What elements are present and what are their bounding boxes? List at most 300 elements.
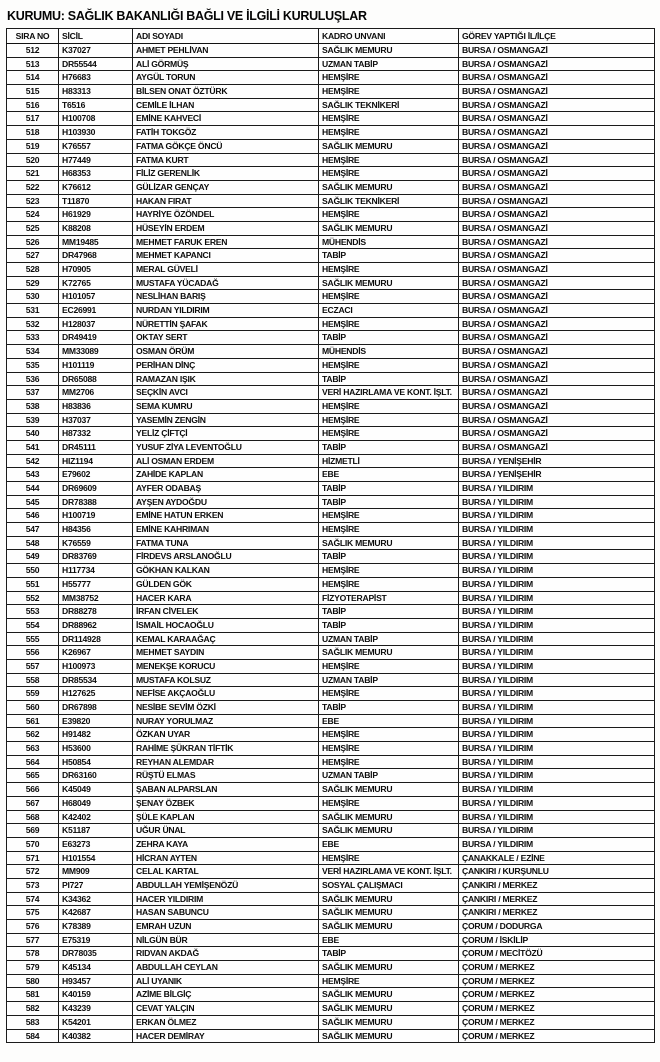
cell-gorev-il-ilce: BURSA / YILDIRIM — [459, 536, 655, 550]
cell-sicil: DR114928 — [59, 632, 133, 646]
cell-kadro-unvani: SAĞLIK MEMURU — [319, 276, 459, 290]
cell-kadro-unvani: TABİP — [319, 947, 459, 961]
cell-sicil: K34362 — [59, 892, 133, 906]
cell-adi-soyadi: AYFER ODABAŞ — [133, 482, 319, 496]
table-row — [7, 591, 655, 605]
cell-adi-soyadi: HİCRAN AYTEN — [133, 851, 319, 865]
cell-sicil: H128037 — [59, 317, 133, 331]
cell-adi-soyadi: ALİ OSMAN ERDEM — [133, 454, 319, 468]
cell-sira-no: 561 — [7, 714, 59, 728]
table-row — [7, 345, 655, 359]
table-row — [7, 646, 655, 660]
cell-kadro-unvani: SAĞLIK MEMURU — [319, 906, 459, 920]
cell-sicil: E63273 — [59, 837, 133, 851]
cell-gorev-il-ilce: BURSA / OSMANGAZİ — [459, 57, 655, 71]
column-header-gorev-il-ilce: GÖREV YAPTIĞI İL/İLÇE — [459, 29, 655, 44]
cell-kadro-unvani: HEMŞİRE — [319, 509, 459, 523]
cell-gorev-il-ilce: ÇORUM / MERKEZ — [459, 1029, 655, 1043]
table-row — [7, 755, 655, 769]
column-header-sira-no: SIRA NO — [7, 29, 59, 44]
cell-adi-soyadi: HACER YILDIRIM — [133, 892, 319, 906]
cell-gorev-il-ilce: BURSA / YILDIRIM — [459, 509, 655, 523]
cell-adi-soyadi: YELİZ ÇİFTÇİ — [133, 427, 319, 441]
table-row — [7, 605, 655, 619]
table-row — [7, 988, 655, 1002]
cell-kadro-unvani: HEMŞİRE — [319, 742, 459, 756]
cell-sira-no: 579 — [7, 961, 59, 975]
cell-kadro-unvani: HEMŞİRE — [319, 112, 459, 126]
cell-gorev-il-ilce: BURSA / OSMANGAZİ — [459, 372, 655, 386]
cell-sicil: H83313 — [59, 85, 133, 99]
table-row — [7, 673, 655, 687]
cell-kadro-unvani: SAĞLIK MEMURU — [319, 988, 459, 1002]
table-row — [7, 659, 655, 673]
cell-sicil: DR47968 — [59, 249, 133, 263]
cell-adi-soyadi: ABDULLAH YEMİŞENÖZÜ — [133, 878, 319, 892]
cell-kadro-unvani: SAĞLIK MEMURU — [319, 180, 459, 194]
table-row — [7, 276, 655, 290]
cell-sicil: H101119 — [59, 358, 133, 372]
cell-sicil: H103930 — [59, 126, 133, 140]
cell-gorev-il-ilce: BURSA / YILDIRIM — [459, 577, 655, 591]
table-row — [7, 249, 655, 263]
table-row — [7, 153, 655, 167]
cell-adi-soyadi: NURDAN YILDIRIM — [133, 304, 319, 318]
cell-sicil: T11870 — [59, 194, 133, 208]
cell-adi-soyadi: HASAN SABUNCU — [133, 906, 319, 920]
cell-adi-soyadi: ÖZKAN UYAR — [133, 728, 319, 742]
table-row — [7, 126, 655, 140]
cell-kadro-unvani: HEMŞİRE — [319, 317, 459, 331]
cell-sira-no: 582 — [7, 1002, 59, 1016]
cell-sira-no: 537 — [7, 386, 59, 400]
cell-adi-soyadi: RAHİME ŞÜKRAN TİFTİK — [133, 742, 319, 756]
cell-gorev-il-ilce: BURSA / YILDIRIM — [459, 796, 655, 810]
cell-sira-no: 533 — [7, 331, 59, 345]
cell-sicil: DR67898 — [59, 701, 133, 715]
cell-gorev-il-ilce: BURSA / YILDIRIM — [459, 769, 655, 783]
cell-sira-no: 535 — [7, 358, 59, 372]
cell-sicil: H127625 — [59, 687, 133, 701]
cell-sira-no: 525 — [7, 221, 59, 235]
cell-gorev-il-ilce: ÇANKIRI / MERKEZ — [459, 892, 655, 906]
cell-adi-soyadi: MUSTAFA YÜCADAĞ — [133, 276, 319, 290]
cell-gorev-il-ilce: BURSA / YILDIRIM — [459, 837, 655, 851]
table-header-row — [7, 29, 655, 44]
cell-sira-no: 556 — [7, 646, 59, 660]
cell-sira-no: 518 — [7, 126, 59, 140]
cell-sicil: H84356 — [59, 523, 133, 537]
cell-adi-soyadi: CEMİLE İLHAN — [133, 98, 319, 112]
cell-gorev-il-ilce: BURSA / OSMANGAZİ — [459, 71, 655, 85]
cell-gorev-il-ilce: BURSA / OSMANGAZİ — [459, 358, 655, 372]
cell-adi-soyadi: GÜLİZAR GENÇAY — [133, 180, 319, 194]
cell-adi-soyadi: ZAHİDE KAPLAN — [133, 468, 319, 482]
cell-sicil: H101554 — [59, 851, 133, 865]
cell-adi-soyadi: SEÇKİN AVCI — [133, 386, 319, 400]
cell-kadro-unvani: SAĞLIK TEKNİKERİ — [319, 194, 459, 208]
cell-sicil: DR69609 — [59, 482, 133, 496]
cell-sira-no: 534 — [7, 345, 59, 359]
cell-kadro-unvani: TABİP — [319, 550, 459, 564]
cell-adi-soyadi: RIDVAN AKDAĞ — [133, 947, 319, 961]
cell-sicil: H76683 — [59, 71, 133, 85]
cell-sira-no: 570 — [7, 837, 59, 851]
table-row — [7, 796, 655, 810]
cell-adi-soyadi: NURAY YORULMAZ — [133, 714, 319, 728]
cell-gorev-il-ilce: BURSA / YILDIRIM — [459, 783, 655, 797]
cell-adi-soyadi: OSMAN ÖRÜM — [133, 345, 319, 359]
cell-sicil: DR85534 — [59, 673, 133, 687]
cell-gorev-il-ilce: BURSA / YILDIRIM — [459, 810, 655, 824]
cell-sira-no: 581 — [7, 988, 59, 1002]
cell-gorev-il-ilce: BURSA / OSMANGAZİ — [459, 249, 655, 263]
cell-sicil: MM2706 — [59, 386, 133, 400]
table-row — [7, 440, 655, 454]
table-row — [7, 194, 655, 208]
cell-adi-soyadi: GÖKHAN KALKAN — [133, 564, 319, 578]
cell-sicil: H91482 — [59, 728, 133, 742]
table-row — [7, 167, 655, 181]
cell-sira-no: 573 — [7, 878, 59, 892]
cell-kadro-unvani: SAĞLIK MEMURU — [319, 961, 459, 975]
cell-gorev-il-ilce: BURSA / YILDIRIM — [459, 564, 655, 578]
cell-sicil: K45134 — [59, 961, 133, 975]
cell-kadro-unvani: HEMŞİRE — [319, 851, 459, 865]
cell-sira-no: 572 — [7, 865, 59, 879]
cell-sira-no: 545 — [7, 495, 59, 509]
table-row — [7, 632, 655, 646]
cell-kadro-unvani: TABİP — [319, 249, 459, 263]
cell-sira-no: 576 — [7, 920, 59, 934]
cell-gorev-il-ilce: BURSA / YENİŞEHİR — [459, 454, 655, 468]
cell-gorev-il-ilce: BURSA / OSMANGAZİ — [459, 139, 655, 153]
cell-sira-no: 529 — [7, 276, 59, 290]
table-row — [7, 1002, 655, 1016]
cell-kadro-unvani: VERİ HAZIRLAMA VE KONT. İŞLT. — [319, 386, 459, 400]
table-row — [7, 358, 655, 372]
cell-adi-soyadi: ŞÜLE KAPLAN — [133, 810, 319, 824]
cell-sira-no: 584 — [7, 1029, 59, 1043]
cell-adi-soyadi: MEHMET KAPANCI — [133, 249, 319, 263]
cell-adi-soyadi: ŞABAN ALPARSLAN — [133, 783, 319, 797]
cell-kadro-unvani: TABİP — [319, 618, 459, 632]
cell-adi-soyadi: AYŞEN AYDOĞDU — [133, 495, 319, 509]
cell-kadro-unvani: TABİP — [319, 495, 459, 509]
cell-sicil: H93457 — [59, 974, 133, 988]
cell-adi-soyadi: AHMET PEHLİVAN — [133, 44, 319, 58]
cell-sicil: MM19485 — [59, 235, 133, 249]
cell-kadro-unvani: TABİP — [319, 372, 459, 386]
table-row — [7, 523, 655, 537]
cell-kadro-unvani: TABİP — [319, 605, 459, 619]
cell-adi-soyadi: ALİ UYANIK — [133, 974, 319, 988]
cell-kadro-unvani: SAĞLIK MEMURU — [319, 1002, 459, 1016]
table-header — [7, 29, 655, 44]
cell-gorev-il-ilce: BURSA / YILDIRIM — [459, 550, 655, 564]
table-row — [7, 71, 655, 85]
cell-sicil: K88208 — [59, 221, 133, 235]
cell-gorev-il-ilce: BURSA / OSMANGAZİ — [459, 276, 655, 290]
table-row — [7, 57, 655, 71]
cell-gorev-il-ilce: BURSA / OSMANGAZİ — [459, 98, 655, 112]
cell-kadro-unvani: EBE — [319, 837, 459, 851]
cell-sira-no: 519 — [7, 139, 59, 153]
cell-adi-soyadi: BİLSEN ONAT ÖZTÜRK — [133, 85, 319, 99]
table-row — [7, 317, 655, 331]
cell-adi-soyadi: İSMAİL HOCAOĞLU — [133, 618, 319, 632]
cell-sira-no: 554 — [7, 618, 59, 632]
cell-sicil: K40382 — [59, 1029, 133, 1043]
table-row — [7, 933, 655, 947]
cell-kadro-unvani: SAĞLIK MEMURU — [319, 646, 459, 660]
cell-gorev-il-ilce: BURSA / OSMANGAZİ — [459, 208, 655, 222]
cell-sira-no: 531 — [7, 304, 59, 318]
cell-gorev-il-ilce: BURSA / YILDIRIM — [459, 632, 655, 646]
cell-adi-soyadi: YUSUF ZİYA LEVENTOĞLU — [133, 440, 319, 454]
cell-adi-soyadi: MUSTAFA KOLSUZ — [133, 673, 319, 687]
cell-sicil: H100719 — [59, 509, 133, 523]
cell-sira-no: 526 — [7, 235, 59, 249]
cell-gorev-il-ilce: ÇORUM / İSKİLİP — [459, 933, 655, 947]
cell-gorev-il-ilce: BURSA / YILDIRIM — [459, 687, 655, 701]
cell-kadro-unvani: SAĞLIK MEMURU — [319, 139, 459, 153]
cell-adi-soyadi: REYHAN ALEMDAR — [133, 755, 319, 769]
cell-kadro-unvani: SAĞLIK MEMURU — [319, 920, 459, 934]
cell-gorev-il-ilce: BURSA / OSMANGAZİ — [459, 235, 655, 249]
cell-adi-soyadi: İRFAN CİVELEK — [133, 605, 319, 619]
cell-adi-soyadi: FATMA KURT — [133, 153, 319, 167]
cell-adi-soyadi: MERAL GÜVELİ — [133, 263, 319, 277]
cell-gorev-il-ilce: ÇORUM / MERKEZ — [459, 1002, 655, 1016]
cell-gorev-il-ilce: BURSA / OSMANGAZİ — [459, 386, 655, 400]
cell-sira-no: 567 — [7, 796, 59, 810]
cell-gorev-il-ilce: BURSA / OSMANGAZİ — [459, 290, 655, 304]
cell-gorev-il-ilce: BURSA / YILDIRIM — [459, 701, 655, 715]
cell-adi-soyadi: NEFİSE AKÇAOĞLU — [133, 687, 319, 701]
cell-kadro-unvani: HEMŞİRE — [319, 71, 459, 85]
cell-adi-soyadi: KEMAL KARAAĞAÇ — [133, 632, 319, 646]
cell-sicil: K43239 — [59, 1002, 133, 1016]
cell-gorev-il-ilce: BURSA / YILDIRIM — [459, 605, 655, 619]
cell-sicil: H70905 — [59, 263, 133, 277]
cell-sira-no: 578 — [7, 947, 59, 961]
cell-sicil: HIZ1194 — [59, 454, 133, 468]
column-header-adi-soyadi: ADI SOYADI — [133, 29, 319, 44]
cell-sicil: K42402 — [59, 810, 133, 824]
cell-sira-no: 516 — [7, 98, 59, 112]
table-row — [7, 454, 655, 468]
cell-kadro-unvani: HEMŞİRE — [319, 413, 459, 427]
table-row — [7, 235, 655, 249]
cell-sicil: H100973 — [59, 659, 133, 673]
cell-sicil: H53600 — [59, 742, 133, 756]
cell-adi-soyadi: AZİME BİLGİÇ — [133, 988, 319, 1002]
cell-gorev-il-ilce: BURSA / OSMANGAZİ — [459, 180, 655, 194]
cell-adi-soyadi: FATMA TUNA — [133, 536, 319, 550]
cell-kadro-unvani: UZMAN TABİP — [319, 769, 459, 783]
table-row — [7, 509, 655, 523]
cell-adi-soyadi: HAYRİYE ÖZÖNDEL — [133, 208, 319, 222]
cell-gorev-il-ilce: BURSA / OSMANGAZİ — [459, 304, 655, 318]
table-row — [7, 85, 655, 99]
table-row — [7, 878, 655, 892]
cell-adi-soyadi: HACER KARA — [133, 591, 319, 605]
table-row — [7, 906, 655, 920]
cell-kadro-unvani: HEMŞİRE — [319, 85, 459, 99]
cell-adi-soyadi: UĞUR ÜNAL — [133, 824, 319, 838]
cell-kadro-unvani: HEMŞİRE — [319, 208, 459, 222]
cell-gorev-il-ilce: BURSA / OSMANGAZİ — [459, 167, 655, 181]
table-row — [7, 372, 655, 386]
cell-sira-no: 558 — [7, 673, 59, 687]
cell-gorev-il-ilce: BURSA / OSMANGAZİ — [459, 345, 655, 359]
cell-gorev-il-ilce: BURSA / OSMANGAZİ — [459, 85, 655, 99]
table-row — [7, 413, 655, 427]
cell-gorev-il-ilce: BURSA / OSMANGAZİ — [459, 263, 655, 277]
cell-sicil: E75319 — [59, 933, 133, 947]
table-row — [7, 1029, 655, 1043]
table-row — [7, 728, 655, 742]
cell-sira-no: 553 — [7, 605, 59, 619]
cell-sicil: H50854 — [59, 755, 133, 769]
cell-gorev-il-ilce: BURSA / YILDIRIM — [459, 659, 655, 673]
table-row — [7, 427, 655, 441]
table-row — [7, 263, 655, 277]
cell-kadro-unvani: SAĞLIK MEMURU — [319, 1029, 459, 1043]
table-row — [7, 714, 655, 728]
cell-adi-soyadi: FİRDEVS ARSLANOĞLU — [133, 550, 319, 564]
cell-sicil: E79602 — [59, 468, 133, 482]
cell-adi-soyadi: HAKAN FIRAT — [133, 194, 319, 208]
table-row — [7, 783, 655, 797]
cell-kadro-unvani: MÜHENDİS — [319, 345, 459, 359]
cell-sicil: H68049 — [59, 796, 133, 810]
cell-adi-soyadi: EMİNE HATUN ERKEN — [133, 509, 319, 523]
cell-sicil: DR78388 — [59, 495, 133, 509]
cell-gorev-il-ilce: ÇORUM / MERKEZ — [459, 988, 655, 1002]
cell-adi-soyadi: RÜŞTÜ ELMAS — [133, 769, 319, 783]
cell-adi-soyadi: ERKAN ÖLMEZ — [133, 1015, 319, 1029]
cell-kadro-unvani: SOSYAL ÇALIŞMACI — [319, 878, 459, 892]
cell-gorev-il-ilce: BURSA / YILDIRIM — [459, 755, 655, 769]
cell-adi-soyadi: NÜRETTİN ŞAFAK — [133, 317, 319, 331]
cell-kadro-unvani: SAĞLIK MEMURU — [319, 1015, 459, 1029]
cell-sicil: K51187 — [59, 824, 133, 838]
cell-sira-no: 583 — [7, 1015, 59, 1029]
cell-kadro-unvani: HEMŞİRE — [319, 167, 459, 181]
cell-adi-soyadi: OKTAY SERT — [133, 331, 319, 345]
cell-gorev-il-ilce: ÇORUM / MECİTÖZÜ — [459, 947, 655, 961]
cell-sicil: DR78035 — [59, 947, 133, 961]
cell-gorev-il-ilce: BURSA / OSMANGAZİ — [459, 427, 655, 441]
cell-sicil: H37037 — [59, 413, 133, 427]
cell-kadro-unvani: SAĞLIK TEKNİKERİ — [319, 98, 459, 112]
cell-adi-soyadi: HÜSEYİN ERDEM — [133, 221, 319, 235]
cell-kadro-unvani: HEMŞİRE — [319, 153, 459, 167]
cell-sira-no: 541 — [7, 440, 59, 454]
cell-gorev-il-ilce: BURSA / OSMANGAZİ — [459, 317, 655, 331]
cell-adi-soyadi: AYGÜL TORUN — [133, 71, 319, 85]
cell-sicil: H117734 — [59, 564, 133, 578]
cell-kadro-unvani: HEMŞİRE — [319, 687, 459, 701]
table-row — [7, 536, 655, 550]
table-row — [7, 1015, 655, 1029]
cell-sira-no: 528 — [7, 263, 59, 277]
table-row — [7, 139, 655, 153]
cell-sicil: H87332 — [59, 427, 133, 441]
cell-gorev-il-ilce: BURSA / OSMANGAZİ — [459, 112, 655, 126]
cell-sicil: DR65088 — [59, 372, 133, 386]
cell-gorev-il-ilce: BURSA / YILDIRIM — [459, 482, 655, 496]
cell-sira-no: 521 — [7, 167, 59, 181]
cell-adi-soyadi: FİLİZ GERENLİK — [133, 167, 319, 181]
table-row — [7, 701, 655, 715]
cell-adi-soyadi: HACER DEMİRAY — [133, 1029, 319, 1043]
cell-gorev-il-ilce: BURSA / OSMANGAZİ — [459, 153, 655, 167]
table-row — [7, 618, 655, 632]
cell-gorev-il-ilce: BURSA / OSMANGAZİ — [459, 126, 655, 140]
cell-kadro-unvani: UZMAN TABİP — [319, 673, 459, 687]
cell-sira-no: 552 — [7, 591, 59, 605]
cell-kadro-unvani: UZMAN TABİP — [319, 632, 459, 646]
table-row — [7, 44, 655, 58]
cell-kadro-unvani: EBE — [319, 714, 459, 728]
cell-sira-no: 524 — [7, 208, 59, 222]
cell-sicil: DR49419 — [59, 331, 133, 345]
document-title: KURUMU: SAĞLIK BAKANLIĞI BAĞLI VE İLGİLİ KURULUŞLAR — [7, 9, 367, 23]
column-header-sicil: SİCİL — [59, 29, 133, 44]
table-row — [7, 112, 655, 126]
table-row — [7, 98, 655, 112]
cell-sira-no: 563 — [7, 742, 59, 756]
cell-adi-soyadi: MEHMET SAYDIN — [133, 646, 319, 660]
table-row — [7, 290, 655, 304]
cell-sira-no: 557 — [7, 659, 59, 673]
cell-adi-soyadi: NESİBE SEVİM ÖZKİ — [133, 701, 319, 715]
cell-kadro-unvani: VERİ HAZIRLAMA VE KONT. İŞLT. — [319, 865, 459, 879]
table-row — [7, 304, 655, 318]
table-row — [7, 810, 655, 824]
table-row — [7, 851, 655, 865]
cell-sira-no: 568 — [7, 810, 59, 824]
cell-sicil: MM909 — [59, 865, 133, 879]
cell-gorev-il-ilce: ÇORUM / MERKEZ — [459, 974, 655, 988]
cell-kadro-unvani: HEMŞİRE — [319, 796, 459, 810]
cell-sicil: K40159 — [59, 988, 133, 1002]
cell-kadro-unvani: SAĞLIK MEMURU — [319, 221, 459, 235]
cell-sira-no: 547 — [7, 523, 59, 537]
cell-kadro-unvani: SAĞLIK MEMURU — [319, 783, 459, 797]
cell-gorev-il-ilce: BURSA / OSMANGAZİ — [459, 194, 655, 208]
table-row — [7, 687, 655, 701]
cell-sicil: DR55544 — [59, 57, 133, 71]
cell-gorev-il-ilce: ÇORUM / DODURGA — [459, 920, 655, 934]
cell-kadro-unvani: SAĞLIK MEMURU — [319, 44, 459, 58]
cell-gorev-il-ilce: BURSA / YILDIRIM — [459, 742, 655, 756]
cell-gorev-il-ilce: ÇORUM / MERKEZ — [459, 1015, 655, 1029]
table-row — [7, 769, 655, 783]
cell-sira-no: 536 — [7, 372, 59, 386]
table-body — [7, 44, 655, 1043]
cell-kadro-unvani: MÜHENDİS — [319, 235, 459, 249]
cell-gorev-il-ilce: BURSA / OSMANGAZİ — [459, 440, 655, 454]
cell-sira-no: 574 — [7, 892, 59, 906]
cell-sicil: DR45111 — [59, 440, 133, 454]
cell-gorev-il-ilce: BURSA / YILDIRIM — [459, 646, 655, 660]
cell-kadro-unvani: TABİP — [319, 482, 459, 496]
cell-kadro-unvani: ECZACI — [319, 304, 459, 318]
